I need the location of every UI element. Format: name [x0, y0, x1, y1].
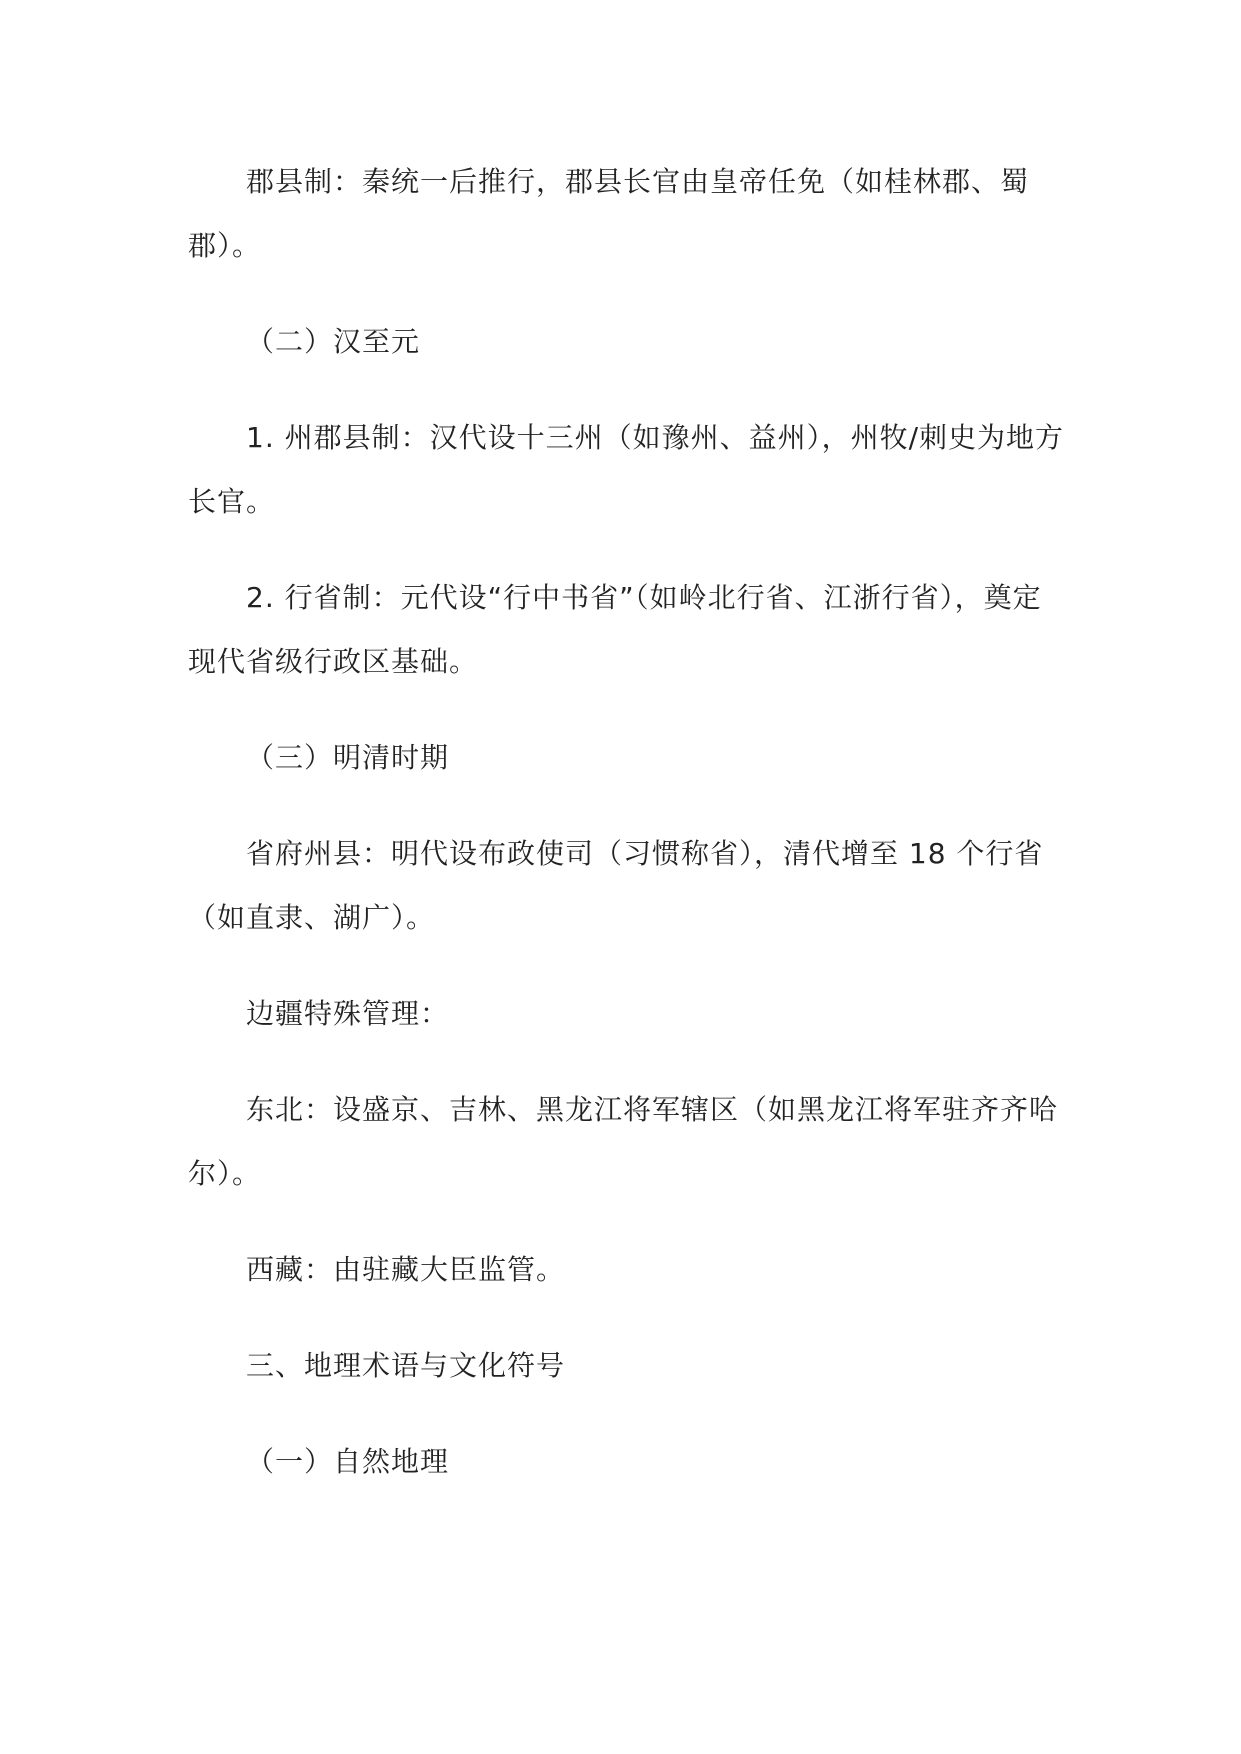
section-heading-geographic-terms: 三、地理术语与文化符号 [246, 1349, 566, 1382]
paragraph-gap [188, 278, 1068, 310]
section-heading-physical-geography: （一）自然地理 [246, 1445, 450, 1478]
paragraph-gap [188, 1302, 1068, 1334]
section-heading-ming-qing: （三）明清时期 [246, 741, 450, 774]
paragraph-gap [188, 534, 1068, 566]
paragraph-tibet: 西藏：由驻藏大臣监管。 [246, 1253, 566, 1286]
paragraph-province-system: 2. 行省制：元代设“行中书省”（如岭北行省、江浙行省），奠定现代省级行政区基础。 [188, 581, 1042, 678]
paragraph-gap [188, 950, 1068, 982]
paragraph-gap [188, 694, 1068, 726]
section-heading-han-to-yuan: （二）汉至元 [246, 325, 421, 358]
paragraph-northeast: 东北：设盛京、吉林、黑龙江将军辖区（如黑龙江将军驻齐齐哈尔）。 [188, 1093, 1059, 1190]
paragraph-gap [188, 1398, 1068, 1430]
paragraph-commandery-county-system: 郡县制：秦统一后推行，郡县长官由皇帝任免（如桂林郡、蜀郡）。 [188, 165, 1030, 262]
paragraph-gap [188, 1206, 1068, 1238]
paragraph-gap [188, 1046, 1068, 1078]
paragraph-gap [188, 790, 1068, 822]
document-body [188, 150, 1068, 1494]
paragraph-zhou-jun-xian-system: 1. 州郡县制：汉代设十三州（如豫州、益州），州牧/刺史为地方长官。 [188, 421, 1065, 518]
paragraph-province-prefecture-county: 省府州县：明代设布政使司（习惯称省），清代增至 18 个行省（如直隶、湖广）。 [188, 837, 1044, 934]
paragraph-gap [188, 374, 1068, 406]
paragraph-frontier-management: 边疆特殊管理： [246, 997, 450, 1030]
